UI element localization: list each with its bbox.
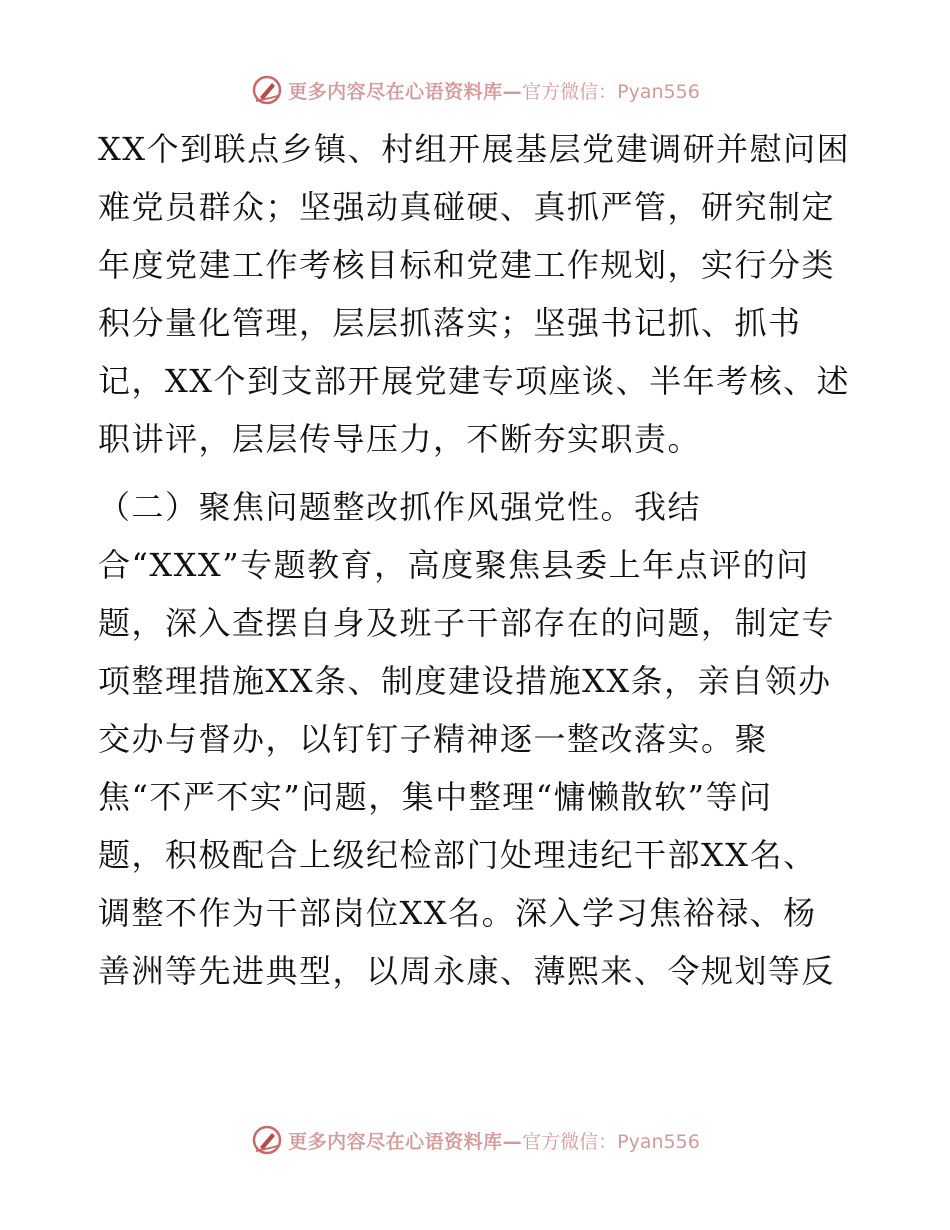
text-line: 项整理措施XX条、制度建设措施XX条，亲自领办 [98,662,832,700]
header-brand-text: 更多内容尽在心语资料库— [288,80,523,103]
text-line: 年度党建工作考核目标和党建工作规划，实行分类 [98,246,836,284]
text-line: 积分量化管理，层层抓落实；坚强书记抓、抓书 [98,304,802,342]
text-line: 难党员群众；坚强动真碰硬、真抓严管，研究制定 [98,188,836,226]
text-line: 调整不作为干部岗位XX名。深入学习焦裕禄、杨 [98,894,817,932]
text-line: 题，深入查摆自身及班子干部存在的问题，制定专 [98,604,836,642]
footer-wechat-text: 官方微信：Pyan556 [522,1130,700,1153]
pen-logo-icon [250,73,284,107]
text-line: 交办与督办，以钉钉子精神逐一整改落实。聚 [98,720,769,758]
header-watermark [0,70,950,110]
paragraph-1 [98,120,868,468]
text-line: 题，积极配合上级纪检部门处理违纪干部XX名、 [98,836,817,874]
section-heading-line: （二）聚焦问题整改抓作风强党性。我结 [98,488,702,526]
text-line: 合“XXX”专题教育，高度聚焦县委上年点评的问 [98,546,810,584]
header-wechat-text: 官方微信：Pyan556 [522,80,700,103]
text-line: 记，XX个到支部开展党建专项座谈、半年考核、述 [98,362,851,400]
text-line: 善洲等先进典型，以周永康、薄熙来、令规划等反 [98,952,836,990]
text-line: 职讲评，层层传导压力，不断夯实职责。 [98,420,702,458]
pen-logo-icon [250,1123,284,1157]
footer-watermark [0,1120,950,1160]
text-line: 焦“不严不实”问题，集中整理“慵懒散软”等问 [98,778,773,816]
document-body [98,120,868,1000]
footer-brand-text: 更多内容尽在心语资料库— [288,1130,523,1153]
paragraph-2 [98,478,868,1000]
text-line: XX个到联点乡镇、村组开展基层党建调研并慰问困 [98,130,851,168]
